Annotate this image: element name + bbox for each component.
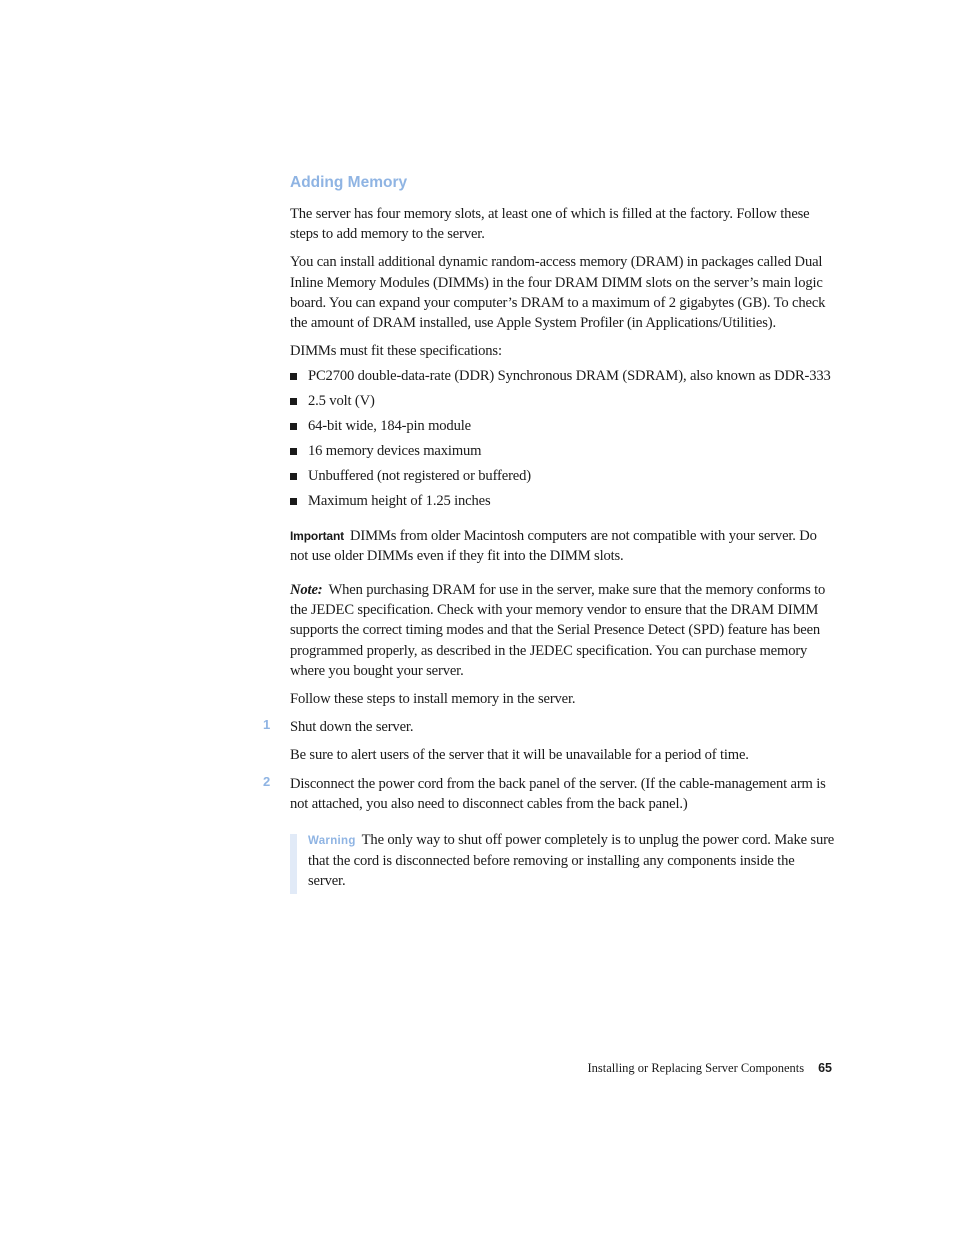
important-text: DIMMs from older Macintosh computers are not compatible with your server. Do not use older DIMMs even if they fit into the DIMM slots.: [290, 527, 817, 564]
note-callout: [290, 580, 835, 681]
warning-callout: [290, 830, 835, 892]
page-content: [263, 172, 835, 900]
spec-text: 64-bit wide, 184-pin module: [308, 418, 471, 435]
step-text: Shut down the server.: [290, 719, 414, 736]
note-text: When purchasing DRAM for use in the server, make sure that the memory conforms to the JEDEC specification. Check with your memory vendor to ensure that the DRAM DIMM supports the correct timing modes and that the Serial Presence Detect (SPD) feature has been programmed properly, as described in the JEDEC specification. You can purchase memory where you bought your server.: [290, 582, 826, 679]
bullet-icon: [290, 423, 297, 430]
important-label: Important: [290, 528, 344, 543]
step-number: 2: [263, 773, 271, 789]
spec-text: 2.5 volt (V): [308, 393, 375, 410]
step-2: [263, 773, 835, 814]
spec-text: 16 memory devices maximum: [308, 443, 482, 460]
specs-lead-paragraph: DIMMs must fit these specifications:: [290, 343, 502, 360]
spec-text: PC2700 double-data-rate (DDR) Synchronous DRAM (SDRAM), also known as DDR-333: [308, 368, 831, 385]
step-1: [263, 717, 835, 765]
bullet-icon: [290, 398, 297, 405]
spec-text: Unbuffered (not registered or buffered): [308, 468, 531, 485]
list-item: [290, 416, 835, 436]
list-item: [290, 466, 835, 486]
bullet-icon: [290, 498, 297, 505]
step-text: Disconnect the power cord from the back panel of the server. (If the cable-management arm is not attached, you also need to disconnect cables from the back panel.): [290, 775, 826, 812]
warning-label: Warning: [308, 835, 356, 848]
warning-paragraph: [308, 830, 835, 892]
dram-paragraph: You can install additional dynamic random-access memory (DRAM) in packages called Dual Inline Memory Modules (DIMMs) in the four DRAM DIMM slots on the server’s main logic board. You can expand your computer’s DRAM to a maximum of 2 gigabytes (GB). To check the amount of DRAM installed, use Apple System Profiler (in Applications/Utilities).: [290, 254, 826, 332]
footer-chapter: Installing or Replacing Server Components: [587, 1061, 805, 1075]
list-item: [290, 391, 835, 411]
spec-text: Maximum height of 1.25 inches: [308, 493, 491, 510]
step-detail: Be sure to alert users of the server that it will be unavailable for a period of time.: [290, 747, 749, 764]
follow-paragraph: Follow these steps to install memory in the server.: [290, 691, 576, 708]
step-number: 1: [263, 717, 271, 733]
note-label: Note:: [290, 582, 323, 599]
specs-list: [290, 366, 835, 511]
important-callout: [290, 526, 835, 566]
list-item: [290, 491, 835, 511]
section-title: Adding Memory: [290, 174, 408, 191]
bullet-icon: [290, 473, 297, 480]
bullet-icon: [290, 373, 297, 380]
warning-text: The only way to shut off power completely is to unplug the power cord. Make sure that the cord is disconnected before removing or installing any components inside the server.: [308, 832, 835, 890]
page-number: 65: [818, 1061, 832, 1075]
list-item: [290, 366, 835, 386]
intro-paragraph: The server has four memory slots, at least one of which is filled at the factory. Follow these steps to add memory to the server.: [290, 206, 810, 243]
list-item: [290, 441, 835, 461]
warning-bar: [290, 834, 297, 894]
bullet-icon: [290, 448, 297, 455]
page-footer: [587, 1059, 832, 1077]
